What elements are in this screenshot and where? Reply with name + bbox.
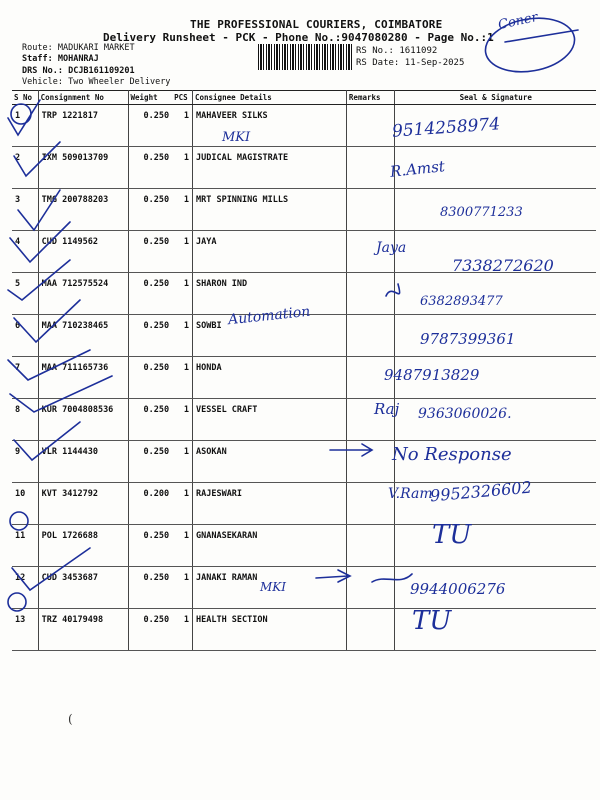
row-weight: 0.250 xyxy=(128,525,172,567)
row-sno: 6 xyxy=(12,315,38,357)
row-consignment: IXM 509013709 xyxy=(38,147,128,189)
row-consignee: VESSEL CRAFT xyxy=(192,399,346,441)
drs-value: DCJB161109201 xyxy=(68,66,135,76)
col-signature: Seal & Signature xyxy=(395,91,596,105)
table-row xyxy=(12,357,596,399)
row-remarks xyxy=(346,567,395,609)
row-remarks xyxy=(346,525,395,567)
row-sno: 5 xyxy=(12,273,38,315)
route-value: MADUKARI MARKET xyxy=(57,43,135,53)
row-sno: 12 xyxy=(12,567,38,609)
row-consignment: MAA 712575524 xyxy=(38,273,128,315)
row-remarks xyxy=(346,315,395,357)
row5-phone: 6382893477 xyxy=(420,294,503,309)
row1-handwritten-name: MKI xyxy=(222,130,251,145)
footer-mark: ( xyxy=(68,712,73,726)
col-sno: S No xyxy=(12,91,38,105)
barcode xyxy=(258,44,352,70)
row-consignee: JANAKI RAMAN xyxy=(192,567,346,609)
row-remarks xyxy=(346,147,395,189)
row-consignee: MRT SPINNING MILLS xyxy=(192,189,346,231)
table-row xyxy=(12,525,596,567)
col-pcs: PCS xyxy=(172,91,192,105)
col-consignee: Consignee Details xyxy=(192,91,346,105)
row11-mark: TU xyxy=(432,520,472,550)
row-remarks xyxy=(346,273,395,315)
row-sno: 2 xyxy=(12,147,38,189)
row-pcs: 1 xyxy=(172,525,192,567)
row-weight: 0.200 xyxy=(128,483,172,525)
runsheet-table xyxy=(12,90,596,651)
drs-line xyxy=(22,66,135,76)
row-weight: 0.250 xyxy=(128,441,172,483)
route-label: Route: xyxy=(22,43,53,53)
row-consignment: TMG 200788203 xyxy=(38,189,128,231)
row-weight: 0.250 xyxy=(128,609,172,651)
vehicle-label: Vehicle: xyxy=(22,77,63,87)
row-sno: 8 xyxy=(12,399,38,441)
row-sno: 4 xyxy=(12,231,38,273)
row-consignment: TRP 1221817 xyxy=(38,105,128,147)
row-weight: 0.250 xyxy=(128,357,172,399)
row-consignment: MAA 711165736 xyxy=(38,357,128,399)
staff-label: Staff: xyxy=(22,54,53,64)
row-pcs: 1 xyxy=(172,567,192,609)
row-consignee: JUDICAL MAGISTRATE xyxy=(192,147,346,189)
row-sno: 13 xyxy=(12,609,38,651)
row10-phone: 9952326602 xyxy=(429,477,533,506)
rs-no-value: 1611092 xyxy=(399,46,438,56)
row-consignment: KUR 7004808536 xyxy=(38,399,128,441)
row-consignee: RAJESWARI xyxy=(192,483,346,525)
rs-date-line xyxy=(356,58,464,68)
rs-no-line xyxy=(356,46,437,56)
table-header-row xyxy=(12,91,596,105)
row-pcs: 1 xyxy=(172,357,192,399)
rs-date-label: RS Date: xyxy=(356,58,400,68)
staff-value: MOHANRAJ xyxy=(57,54,99,64)
row-pcs: 1 xyxy=(172,231,192,273)
row-weight: 0.250 xyxy=(128,189,172,231)
route-line xyxy=(22,43,135,53)
vehicle-value: Two Wheeler Delivery xyxy=(68,77,171,87)
row3-phone: 8300771233 xyxy=(440,205,523,220)
table-row xyxy=(12,567,596,609)
row-consignment: KVT 3412792 xyxy=(38,483,128,525)
table-row xyxy=(12,609,596,651)
row4-phone: 7338272620 xyxy=(452,256,554,275)
row-sno: 11 xyxy=(12,525,38,567)
row-pcs: 1 xyxy=(172,315,192,357)
row9-note: No Response xyxy=(392,444,512,465)
row10-signature: V.Ram xyxy=(388,486,433,502)
table-row xyxy=(12,105,596,147)
row-remarks xyxy=(346,189,395,231)
row-consignee: MAHAVEER SILKS xyxy=(192,105,346,147)
row-weight: 0.250 xyxy=(128,315,172,357)
row-consignee: JAYA xyxy=(192,231,346,273)
row13-mark: TU xyxy=(412,606,452,636)
row-weight: 0.250 xyxy=(128,105,172,147)
row-signature xyxy=(395,525,596,567)
row-consignee: HEALTH SECTION xyxy=(192,609,346,651)
vehicle-line xyxy=(22,77,170,87)
company-title: THE PROFESSIONAL COURIERS, COIMBATORE xyxy=(190,18,443,31)
staff-line xyxy=(22,54,99,64)
row-weight: 0.250 xyxy=(128,273,172,315)
drs-label: DRS No.: xyxy=(22,66,63,76)
row-consignment: CUD 3453687 xyxy=(38,567,128,609)
row-consignment: VLR 1144430 xyxy=(38,441,128,483)
table-row xyxy=(12,147,596,189)
row-consignee: HONDA xyxy=(192,357,346,399)
row1-phone: 9514258974 xyxy=(391,114,501,142)
col-weight: Weight xyxy=(128,91,172,105)
row6-note: Automation xyxy=(227,303,311,329)
row-sno: 10 xyxy=(12,483,38,525)
corner-note: Coner xyxy=(496,9,540,34)
row12-phone: 9944006276 xyxy=(410,580,506,598)
row-consignment: CUD 1149562 xyxy=(38,231,128,273)
row-sno: 9 xyxy=(12,441,38,483)
row-sno: 3 xyxy=(12,189,38,231)
row4-signature: Jaya xyxy=(376,240,407,256)
runsheet-title: Delivery Runsheet - PCK - Phone No.:9047080280 - Page No.:1 xyxy=(103,31,494,44)
corner-strike xyxy=(505,30,578,42)
row-pcs: 1 xyxy=(172,483,192,525)
row-consignment: MAA 710238465 xyxy=(38,315,128,357)
row-pcs: 1 xyxy=(172,105,192,147)
row-consignee: ASOKAN xyxy=(192,441,346,483)
row-consignee: GNANASEKARAN xyxy=(192,525,346,567)
row-pcs: 1 xyxy=(172,189,192,231)
row-pcs: 1 xyxy=(172,441,192,483)
row-pcs: 1 xyxy=(172,273,192,315)
row-sno: 7 xyxy=(12,357,38,399)
row8-signature: Raj xyxy=(374,400,400,418)
row-remarks xyxy=(346,441,395,483)
row-weight: 0.250 xyxy=(128,231,172,273)
row-consignee: SHARON IND xyxy=(192,273,346,315)
row6-phone: 9787399361 xyxy=(420,330,516,348)
row8-phone: 9363060026. xyxy=(418,406,512,422)
row-weight: 0.250 xyxy=(128,567,172,609)
row2-signature: R.Amst xyxy=(389,157,446,181)
row-consignment: POL 1726688 xyxy=(38,525,128,567)
col-consignment: Consignment No xyxy=(38,91,128,105)
row-sno: 1 xyxy=(12,105,38,147)
row-consignment: TRZ 40179498 xyxy=(38,609,128,651)
col-remarks: Remarks xyxy=(346,91,395,105)
row-consignee: SOWBI xyxy=(192,315,346,357)
row-remarks xyxy=(346,105,395,147)
row-remarks xyxy=(346,609,395,651)
row-weight: 0.250 xyxy=(128,147,172,189)
row-weight: 0.250 xyxy=(128,399,172,441)
row-pcs: 1 xyxy=(172,609,192,651)
row-pcs: 1 xyxy=(172,147,192,189)
row12-note: MKI xyxy=(260,580,286,594)
row-pcs: 1 xyxy=(172,399,192,441)
row7-phone: 9487913829 xyxy=(384,366,480,384)
rs-no-label: RS No.: xyxy=(356,46,394,56)
rs-date-value: 11-Sep-2025 xyxy=(404,58,465,68)
